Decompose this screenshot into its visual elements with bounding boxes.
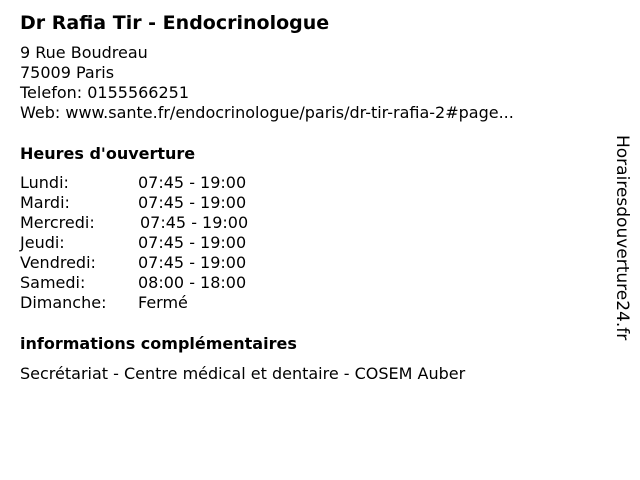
day-label: Lundi: bbox=[20, 173, 69, 192]
time-range: 07:45 - 19:00 bbox=[140, 213, 249, 232]
time-range: 07:45 - 19:00 bbox=[138, 253, 247, 272]
additional-info-text: Secrétariat - Centre médical et dentaire - COSEM Auber bbox=[20, 364, 466, 383]
time-range: 08:00 - 18:00 bbox=[138, 273, 247, 292]
street-address: 9 Rue Boudreau bbox=[20, 43, 148, 62]
day-label: Dimanche: bbox=[20, 293, 107, 312]
additional-info-heading: informations complémentaires bbox=[20, 334, 297, 353]
watermark-text: Horairesdouverture24.fr bbox=[612, 135, 632, 341]
time-range: Fermé bbox=[138, 293, 188, 312]
day-label: Jeudi: bbox=[20, 233, 65, 252]
city: 75009 Paris bbox=[20, 63, 115, 82]
day-label: Mardi: bbox=[20, 193, 70, 212]
address-block bbox=[20, 43, 514, 123]
day-label: Mercredi: bbox=[20, 213, 95, 232]
time-range: 07:45 - 19:00 bbox=[138, 193, 247, 212]
day-label: Vendredi: bbox=[20, 253, 96, 272]
time-range: 07:45 - 19:00 bbox=[138, 173, 247, 192]
site-watermark bbox=[609, 135, 635, 345]
website-link[interactable]: Web: www.sante.fr/endocrinologue/paris/dr-tir-rafia-2#page... bbox=[20, 103, 514, 122]
day-label: Samedi: bbox=[20, 273, 86, 292]
phone-number: Telefon: 0155566251 bbox=[20, 83, 190, 102]
time-range: 07:45 - 19:00 bbox=[138, 233, 247, 252]
opening-hours-heading: Heures d'ouverture bbox=[20, 144, 196, 163]
page-title: Dr Rafia Tir - Endocrinologue bbox=[20, 12, 330, 34]
